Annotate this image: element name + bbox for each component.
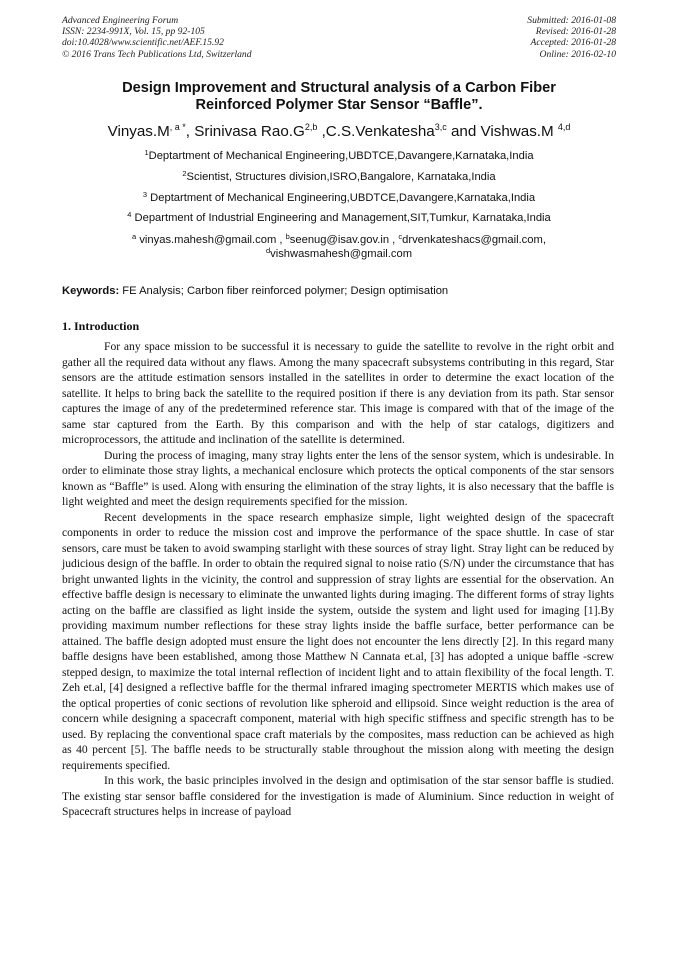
paragraph: Recent developments in the space research emphasize simple, light weighted design of the spacecraft components in order to reduce the mission cost and improve the performance of the space shuttle. In case of star sensors, care must be taken to avoid swamping starlight with these sources of stray light. Stray light can be reduced by judicious design of the baffle. In order to obtain the required signal to noise ratio (S/N) under the circumstance that has bright unwanted lights in the vicinity, the control and suppression of stray lights are essential for the observation. An effective baffle design is necessary to eliminate the unwanted lights during imaging. The different forms of stray lights acting on the baffle are classified as light inside the system, outside the system and light used for imaging [1].By providing maximum number reflections for these stray lights inside the baffle surface, better performance can be attained. The baffle design adopted must ensure the light does not encounter the lens directly [2]. In this regard many baffle designs have been established, among those Matthew N Cannata et.al, [3] has adopted a unique baffle -screw stepped design, to maximize the total internal reflection of incident light and to attain flexibility of the focal length. T. Zeh et.al, [4] designed a reflective baffle for the thermal infrared imaging spectrometer MERTIS which makes use of the optical properties of conic sections of revolution like spheroid and ellipsoid. Since weight reduction is the area of concern while designing a spacecraft component, material with high specific stiffness and specific strength has to be used. By replacing the conventional space craft materials by the composites, mass reduction can be achieved as high as 40 percent [5]. The baffle needs to be structurally stable throughout the mission along with meeting the design requirements specified. (62, 510, 614, 772)
author-separator: and (446, 123, 481, 140)
submission-dates (527, 15, 616, 60)
affiliation-number: 1 (144, 148, 149, 157)
author-separator: , (317, 123, 326, 140)
affiliation-1 (40, 150, 638, 163)
author-name: Vishwas.M (480, 123, 558, 140)
section-heading: 1. Introduction (62, 319, 140, 333)
email-link[interactable]: drvenkateshacs@gmail.com, (402, 234, 546, 246)
paragraph: During the process of imaging, many stray lights enter the lens of the sensor system, which is undesirable. In order to eliminate those stray lights, a mechanical enclosure which protects the optical components of the star sensors known as “Baffle” is used. Along with ensuring the elimination of the stray lights, it is also necessary that the baffle is light weighted and meet the design requirements specified for the mission. (62, 448, 614, 508)
keywords (62, 285, 448, 297)
email-line-2 (40, 245, 638, 262)
journal-name: Advanced Engineering Forum (62, 15, 179, 26)
author-name: Srinivasa Rao.G (194, 123, 305, 140)
keywords-text: FE Analysis; Carbon fiber reinforced polymer; Design optimisation (119, 285, 449, 297)
email-link[interactable]: vinyas.mahesh@gmail.com , (136, 234, 286, 246)
email-marker: d (265, 245, 271, 255)
affiliation-number: 4 (127, 210, 132, 219)
date-accepted: Accepted: 2016-01-28 (530, 37, 616, 49)
affiliation-2 (40, 171, 638, 184)
email-line-1 (40, 234, 638, 248)
title-line-2: Reinforced Polymer Star Sensor “Baffle”. (195, 97, 483, 113)
date-online: Online: 2016-02-10 (539, 48, 616, 60)
journal-issn: ISSN: 2234-991X, Vol. 15, pp 92-105 (62, 26, 205, 38)
author-marker: 4,d (557, 122, 571, 132)
date-revised: Revised: 2016-01-28 (535, 26, 616, 38)
author-list (40, 123, 638, 141)
author-marker: , a * (169, 122, 186, 132)
author-name: Vinyas.M (107, 123, 170, 140)
email-link[interactable]: seenug@isav.gov.in , (289, 234, 399, 246)
author-name: C.S.Venkatesha (325, 123, 435, 140)
author-marker: 2,b (304, 122, 318, 132)
paper-title (60, 80, 618, 114)
journal-doi: doi:10.4028/www.scientific.net/AEF.15.92 (62, 37, 224, 49)
affiliation-number: 2 (182, 169, 187, 178)
affiliation-text: Deptartment of Mechanical Engineering,UBDTCE,Davangere,Karnataka,India (147, 192, 536, 204)
keywords-label: Keywords: (62, 285, 120, 297)
affiliation-3 (40, 192, 638, 205)
email-link[interactable]: vishwasmahesh@gmail.com (270, 247, 413, 260)
email-marker: c (398, 232, 403, 241)
affiliation-4 (40, 212, 638, 225)
author-marker: 3,c (434, 122, 447, 132)
email-marker: b (285, 232, 290, 241)
date-submitted: Submitted: 2016-01-08 (527, 15, 616, 26)
affiliation-text: Deptartment of Mechanical Engineering,UBDTCE,Davangere,Karnataka,India (148, 150, 534, 162)
journal-info (62, 15, 252, 60)
email-marker: a (132, 232, 137, 241)
author-emails (40, 234, 638, 261)
body-text (62, 339, 614, 820)
affiliation-text: Department of Industrial Engineering and Management,SIT,Tumkur, Karnataka,India (131, 212, 551, 224)
affiliation-text: Scientist, Structures division,ISRO,Bangalore, Karnataka,India (186, 171, 496, 183)
affiliation-number: 3 (142, 190, 148, 199)
paragraph: For any space mission to be successful it is necessary to guide the satellite to revolve in the right orbit and gather all the required data without any flaws. Among the many spacecraft subsystems contributing in this regard, Star sensors are the attitude estimation sensors installed in the satellites in order to determine the exact location of the satellite. It helps to bring back the satellite to the required position if there is any deviation from its path. Star sensor captures the image of any of the predetermined reference star. This image is compared with that of the image of the same star captured from the Earth. By this comparison and with the help of star catalogs, digitizers and microprocessors, the attitude and inclination of the satellite is determined. (62, 340, 614, 446)
paragraph: In this work, the basic principles involved in the design and optimisation of the star sensor baffle is studied. The existing star sensor baffle considered for the investigation is made of Aluminium. Since reduction in weight of Spacecraft structures helps in increase of payload (62, 774, 614, 818)
journal-copyright: © 2016 Trans Tech Publications Ltd, Switzerland (62, 48, 252, 60)
title-line-1: Design Improvement and Structural analysis of a Carbon Fiber (122, 80, 556, 96)
author-separator: , (185, 123, 195, 140)
